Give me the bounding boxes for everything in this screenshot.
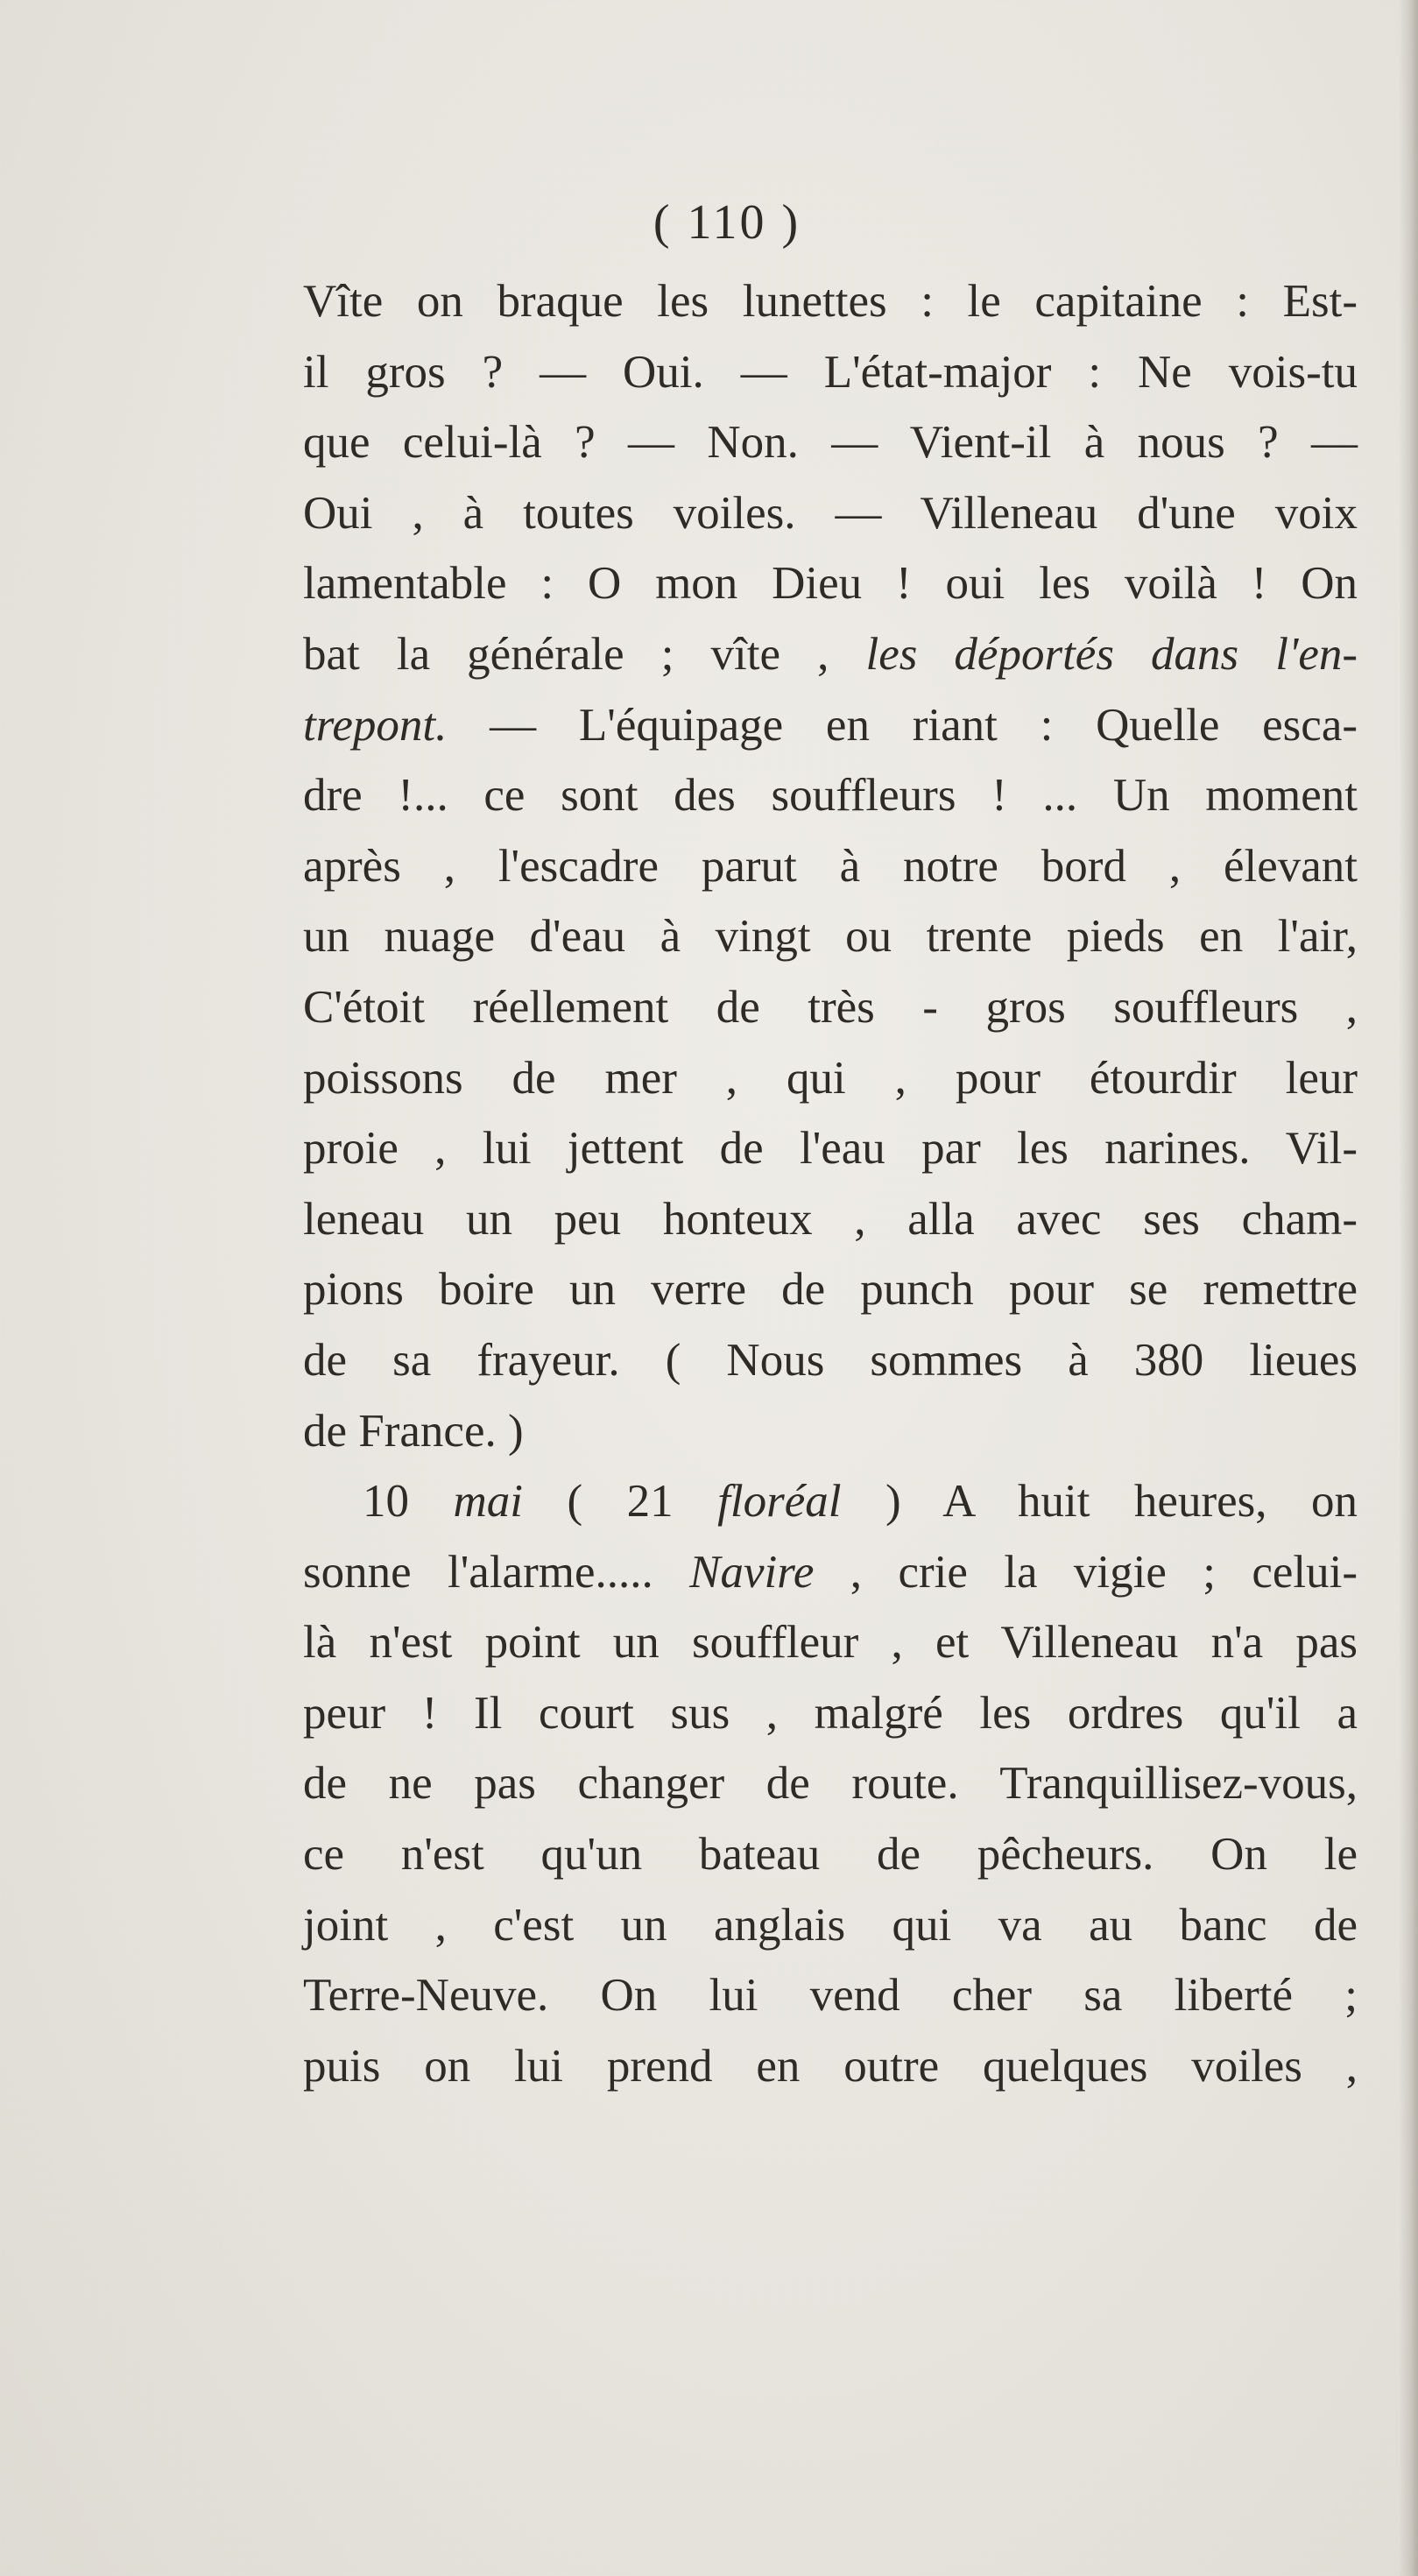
text-line — [303, 1890, 1358, 1961]
text-segment: Terre-Neuve. On lui vend cher sa liberté ; — [303, 1970, 1358, 2022]
text-segment: poissons de mer , qui , pour étourdir leur — [303, 1052, 1358, 1104]
text-segment: joint , c'est un anglais qui va au banc de — [303, 1899, 1358, 1951]
text-line — [303, 1043, 1358, 1114]
text-segment: après , l'escadre parut à notre bord , élevant — [303, 840, 1358, 892]
text-segment: proie , lui jettent de l'eau par les narines. Vil- — [303, 1123, 1358, 1175]
text-segment: de France. ) — [303, 1405, 524, 1457]
text-line — [303, 478, 1358, 549]
text-line — [303, 690, 1358, 761]
text-segment: sonne l'alarme..... — [303, 1546, 690, 1598]
text-segment: C'étoit réellement de très - gros souffleurs , — [303, 981, 1358, 1033]
text-segment: lamentable : O mon Dieu ! oui les voilà ! On — [303, 558, 1358, 610]
text-line — [303, 1254, 1358, 1325]
text-segment: un nuage d'eau à vingt ou trente pieds en l'air, — [303, 911, 1358, 963]
text-segment: là n'est point un souffleur , et Villeneau n'a pas — [303, 1617, 1358, 1669]
text-line — [303, 972, 1358, 1043]
text-line — [303, 1537, 1358, 1608]
italic-text: floréal — [717, 1476, 842, 1528]
text-segment: peur ! Il court sus , malgré les ordres qu'il a — [303, 1687, 1358, 1739]
page-number: ( 110 ) — [653, 195, 801, 250]
text-segment: de ne pas changer de route. Tranquillisez-vous, — [303, 1758, 1358, 1810]
italic-text: Navire — [689, 1546, 815, 1598]
text-segment: ( 21 — [523, 1476, 718, 1528]
text-line — [303, 548, 1358, 619]
text-line — [303, 1113, 1358, 1184]
text-segment: leneau un peu honteux , alla avec ses cham- — [303, 1193, 1358, 1245]
text-line — [303, 760, 1358, 831]
text-line — [303, 1325, 1358, 1396]
text-line — [303, 831, 1358, 902]
italic-text: les déportés dans l'en- — [865, 628, 1358, 680]
page-edge-shadow — [1399, 0, 1418, 2576]
text-line — [303, 1607, 1358, 1678]
text-line — [303, 337, 1358, 408]
italic-text: mai — [453, 1476, 523, 1528]
text-line — [303, 1819, 1358, 1890]
text-line — [303, 407, 1358, 478]
text-line — [303, 1396, 1358, 1467]
text-line — [303, 1678, 1358, 1749]
text-line — [303, 1960, 1358, 2031]
text-line — [303, 266, 1358, 337]
text-segment: Oui , à toutes voiles. — Villeneau d'une voix — [303, 487, 1358, 539]
text-line — [303, 1184, 1358, 1255]
text-segment: il gros ? — Oui. — L'état-major : Ne vois-tu — [303, 346, 1358, 398]
text-segment: de sa frayeur. ( Nous sommes à 380 lieues — [303, 1334, 1358, 1386]
text-segment: , crie la vigie ; celui- — [814, 1546, 1358, 1598]
text-segment: pions boire un verre de punch pour se remettre — [303, 1264, 1358, 1316]
text-segment: que celui-là ? — Non. — Vient-il à nous ? — — [303, 417, 1358, 469]
body-text — [303, 266, 1358, 2101]
text-segment: puis on lui prend en outre quelques voiles , — [303, 2040, 1358, 2092]
text-segment: 10 — [363, 1476, 454, 1528]
text-line — [303, 901, 1358, 972]
text-line — [303, 1748, 1358, 1819]
text-segment: ) A huit heures, on — [841, 1476, 1358, 1528]
text-line — [303, 1466, 1358, 1537]
text-line — [303, 2031, 1358, 2102]
italic-text: trepont. — [303, 699, 448, 751]
text-line — [303, 619, 1358, 690]
text-segment: bat la générale ; vîte , — [303, 628, 866, 680]
text-segment: Vîte on braque les lunettes : le capitaine : Est- — [303, 276, 1358, 327]
text-segment: ce n'est qu'un bateau de pêcheurs. On le — [303, 1829, 1358, 1881]
text-segment: — L'équipage en riant : Quelle esca- — [447, 699, 1358, 751]
text-segment: dre !... ce sont des souffleurs ! ... Un moment — [303, 770, 1358, 822]
